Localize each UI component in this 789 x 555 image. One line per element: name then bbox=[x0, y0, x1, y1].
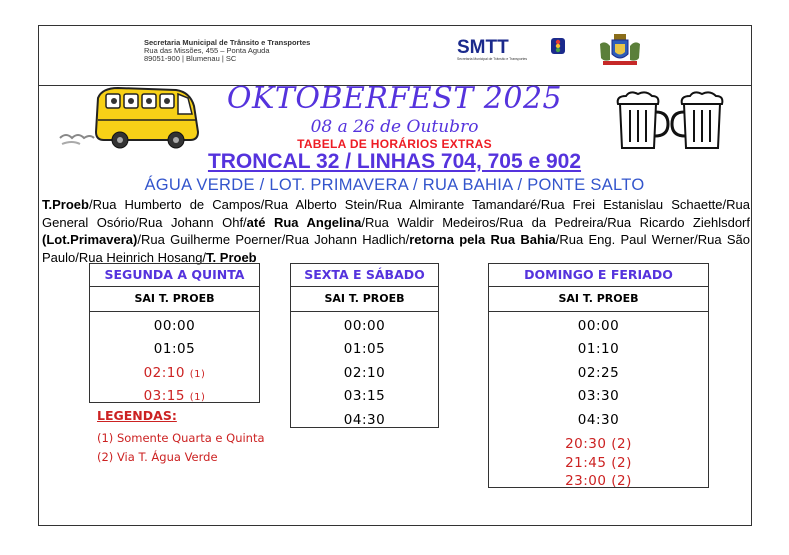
table-label: TABELA DE HORÁRIOS EXTRAS bbox=[297, 137, 492, 151]
event-dates: 08 a 26 de Outubro bbox=[310, 117, 479, 137]
time-cell: 04:30 bbox=[343, 411, 386, 428]
legend-item: (1) Somente Quarta e Quinta bbox=[97, 431, 265, 445]
time-cell: 00:00 bbox=[577, 318, 620, 334]
time-cell: 03:30 bbox=[577, 388, 620, 405]
lines-heading: TRONCAL 32 / LINHAS 704, 705 e 902 bbox=[207, 150, 582, 173]
extra-time-cell: 21:45 (2) bbox=[565, 454, 632, 471]
time-cell: 00:00 bbox=[343, 318, 386, 334]
city-coat-of-arms bbox=[597, 32, 643, 68]
friday-title: SEXTA E SÁBADO bbox=[291, 264, 438, 287]
svg-text:Secretaria Municipal de Trânsi: Secretaria Municipal de Trânsito e Transportes bbox=[457, 57, 528, 61]
friday-table bbox=[290, 263, 439, 428]
time-cell: 00:00 bbox=[153, 318, 196, 334]
time-cell: 03:15 (1) bbox=[143, 388, 206, 405]
weekday-table bbox=[89, 263, 260, 403]
time-cell: 02:10 bbox=[343, 364, 386, 381]
weekday-subheader: SAI T. PROEB bbox=[90, 287, 259, 312]
friday-subheader: SAI T. PROEB bbox=[291, 287, 438, 312]
extra-time-cell: 23:00 (2) bbox=[565, 473, 632, 490]
department-name: Secretaria Municipal de Trânsito e Transportes bbox=[144, 38, 311, 47]
smtt-logo bbox=[455, 35, 580, 61]
sunday-table bbox=[488, 263, 709, 488]
department-city: 89051-900 | Blumenau | SC bbox=[144, 54, 237, 63]
svg-text:SMTT: SMTT bbox=[457, 37, 509, 58]
time-cell: 02:10 (1) bbox=[143, 364, 206, 381]
department-info bbox=[144, 39, 310, 63]
extra-time-cell: 20:30 (2) bbox=[565, 435, 632, 452]
time-cell: 02:25 bbox=[577, 364, 620, 381]
legend-item: (2) Via T. Água Verde bbox=[97, 450, 218, 464]
route-name: ÁGUA VERDE / LOT. PRIMAVERA / RUA BAHIA / PONTE SALTO bbox=[144, 176, 645, 194]
time-cell: 01:10 bbox=[577, 341, 620, 358]
time-cell: 03:15 bbox=[343, 388, 386, 405]
weekday-title: SEGUNDA A QUINTA bbox=[90, 264, 259, 287]
sunday-subheader: SAI T. PROEB bbox=[489, 287, 708, 312]
route-description: T.Proeb/Rua Humberto de Campos/Rua Alberto Stein/Rua Almirante Tamandaré/Rua Frei Estanislau Schaette/Rua General Osório/Rua Johann Ohf/até Rua Angelina/Rua Waldir Medeiros/Rua da Pedreira/Rua Ricardo Ziehlsdorf (Lot.Primavera)/Rua Guilherme Poerner/Rua Johann Hadlich/retorna pela Rua Bahia/Rua Eng. Paul Werner/Rua São Paulo/Rua Heinrich Hosang/T. Proeb bbox=[42, 197, 750, 265]
department-address: Rua das Missões, 455 – Ponta Aguda bbox=[144, 46, 270, 55]
event-title: OKTOBERFEST 2025 bbox=[226, 81, 563, 116]
time-cell: 04:30 bbox=[577, 411, 620, 428]
time-cell: 01:05 bbox=[343, 341, 386, 358]
sunday-title: DOMINGO E FERIADO bbox=[489, 264, 708, 287]
legend-title: LEGENDAS: bbox=[97, 408, 177, 423]
time-cell: 01:05 bbox=[153, 341, 196, 358]
